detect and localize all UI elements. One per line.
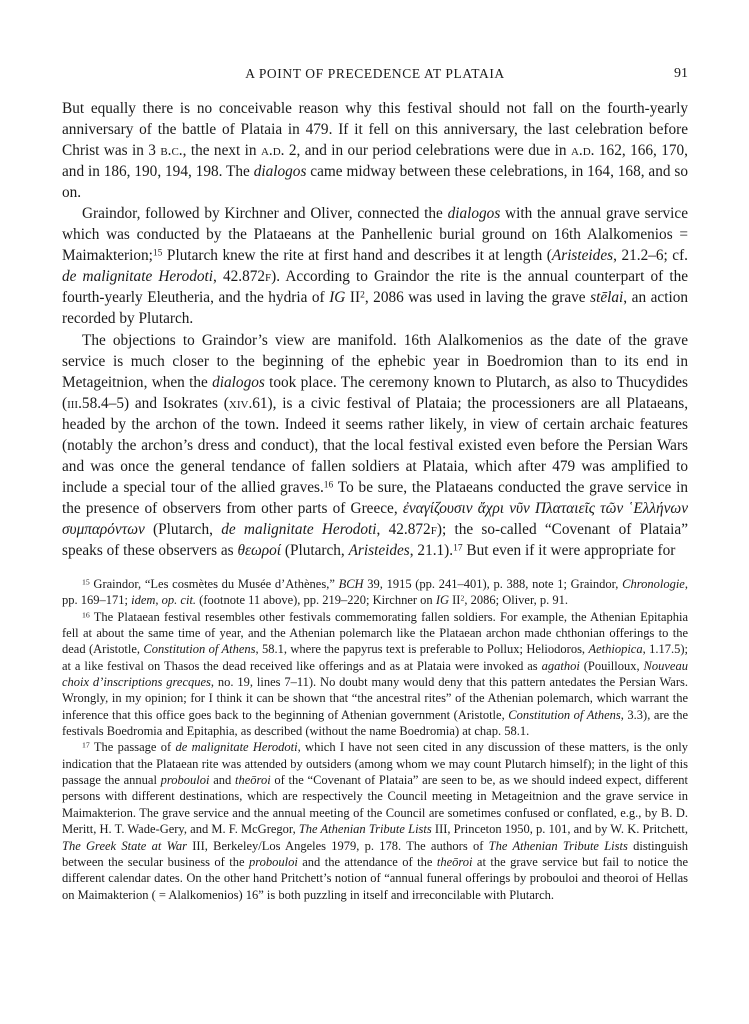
- paragraph-2: Graindor, followed by Kirchner and Oliver, connected the dialogos with the annual grave service which was conducted by the Plataeans at the Panhellenic burial ground on 16th Alalkomenios = Maimakterion;$^{15}$ Plutarch knew the rite at first hand and describes it at length (Aristeides, 21.2–6; cf. de malignitate Herodoti, 42.872f). According to Graindor the rite is the annual counterpart of the fourth-yearly Eleutheria, and the hydria of IG $II^2$, 2086 was used in laving the grave stēlai, an action recorded by Plutarch.: [62, 205, 689, 328]
- footnote-number: 17: [82, 740, 90, 750]
- footnote-15: $^{15}$ Graindor, “Les cosmètes du Musée d’Athènes,” BCH 39, 1915 (pp. 241–401), p. 388, note 1; Graindor, Chronologie, pp. 169–171; idem, op. cit. (footnote 11 above), pp. 219–220; Kirchner on IG $II^2$, 2086; Oliver, p. 91.: [62, 577, 688, 608]
- footnote-ref-16: 16: [323, 480, 334, 491]
- footnote-number: 16: [82, 610, 90, 620]
- running-title: A POINT OF PRECEDENCE AT PLATAIA: [245, 66, 505, 81]
- paragraph-1: But equally there is no conceivable reason why this festival should not fall on the fourth-yearly anniversary of the battle of Plataia in 479. If it fell on this anniversary, the last celebration before Christ was in 3 b.c., the next in a.d. 2, and in our period celebrations were due in a.d. 162, 166, 170, and in 186, 190, 194, 198. The dialogos came midway between these celebrations, in 164, 168, and so on.: [62, 100, 689, 202]
- running-head: [62, 66, 688, 86]
- greek-word: θεωροί: [237, 541, 282, 559]
- page-number: 91: [674, 66, 688, 81]
- footnote-16: $^{16}$ The Plataean festival resembles other festivals commemorating fallen soldiers. For example, the Athenian Epitaphia fell at about the same time of year, and the Athenian polemarch like the Plataean archon made chthonian offerings to the dead (Aristotle, Constitution of Athens, 58.1, where the papyrus text is preferable to Pollux; Heliodoros, Aethiopica, 1.17.5); at a like festival on Thasos the dead received like offerings and as at Plataia were invoked as agathoi (Pouilloux, Nouveau choix d’inscriptions grecques, no. 19, lines 7–11). No doubt many would deny that this pattern antedates the Persian Wars. Wrongly, in my opinion; for I think it can be shown that “the ancestral rites” of the Athenian polemarch, which warrant the inference that this office goes back to the beginning of Athenian government (Aristotle, Constitution of Athens, 3.3), are the festivals Boedromia and Epitaphia, as described (without the name Boedromia) at chap. 58.1.: [62, 609, 688, 739]
- footnote-ref-17: 17: [453, 543, 463, 554]
- paragraph-3: The objections to Graindor’s view are manifold. 16th Alalkomenios as the date of the grave service is much closer to the beginning of the ephebic year in Boedromion than to its end in Metageitnion, when the dialogos took place. The ceremony known to Plutarch, as also to Thucydides (iii.58.4–5) and Isokrates (xiv.61), is a civic festival of Plataia; the processioners are all Plataeans, headed by the archon of the town. Indeed it seems rather likely, in view of certain archaic features (notably the archon’s dress and conduct), that the local festival existed even before the Persian Wars and was once the general tendance of fallen soldiers at Plataia, which after 479 was amplified to include a special tour of the allied graves.$^{16}$ To be sure, the Plataeans conducted the grave service in the presence of observers from other parts of Greece, ἐναγίζουσιν ἄχρι νῦν Πλαταιεῖς τῶν ῾Ελλήνων συμπαρόντων (Plutarch, de malignitate Herodoti, 42.872f); the so-called “Covenant of Plataia” speaks of these observers as θεωροί (Plutarch, Aristeides, 21.1).$^{17}$ But even if it were appropriate for: [62, 331, 689, 559]
- greek-quote: ἐναγίζουσιν ἄχρι νῦν Πλαταιεῖς τῶν ῾Ελλήνων συμπαρόντων: [62, 499, 688, 538]
- footnote-17: $^{17}$ The passage of de malignitate Herodoti, which I have not seen cited in any discussion of these matters, is the only indication that the Plataean rite was attended by outsiders (among whom we may count Plutarch himself); in the light of this passage the annual probouloi and theōroi of the “Covenant of Plataia” are seen to be, as we should indeed expect, different persons with different destinations, which are respectively the Council meeting in Metageitnion and the grave service in Maimakterion. The grave service and the annual meeting of the Council are sometimes confused or conflated, e.g., by B. D. Meritt, H. T. Wade-Gery, and M. F. McGregor, The Athenian Tribute Lists III, Princeton 1950, p. 101, and by W. K. Pritchett, The Greek State at War III, Berkeley/Los Angeles 1979, p. 178. The authors of The Athenian Tribute Lists distinguish between the secular business of the probouloi and the attendance of the theōroi at the grave service but fail to notice the different calendar dates. On the other hand Pritchett’s notion of “annual funeral offerings by probouloi and theoroi of Hellas on Maimakterion ( = Alalkomenios) 16” is both puzzling in itself and irreconcilable with Plutarch.: [62, 740, 689, 902]
- footnotes: [62, 576, 688, 903]
- footnote-ref-15: 15: [152, 249, 163, 260]
- body-text: [62, 98, 688, 561]
- footnote-number: 15: [82, 577, 90, 587]
